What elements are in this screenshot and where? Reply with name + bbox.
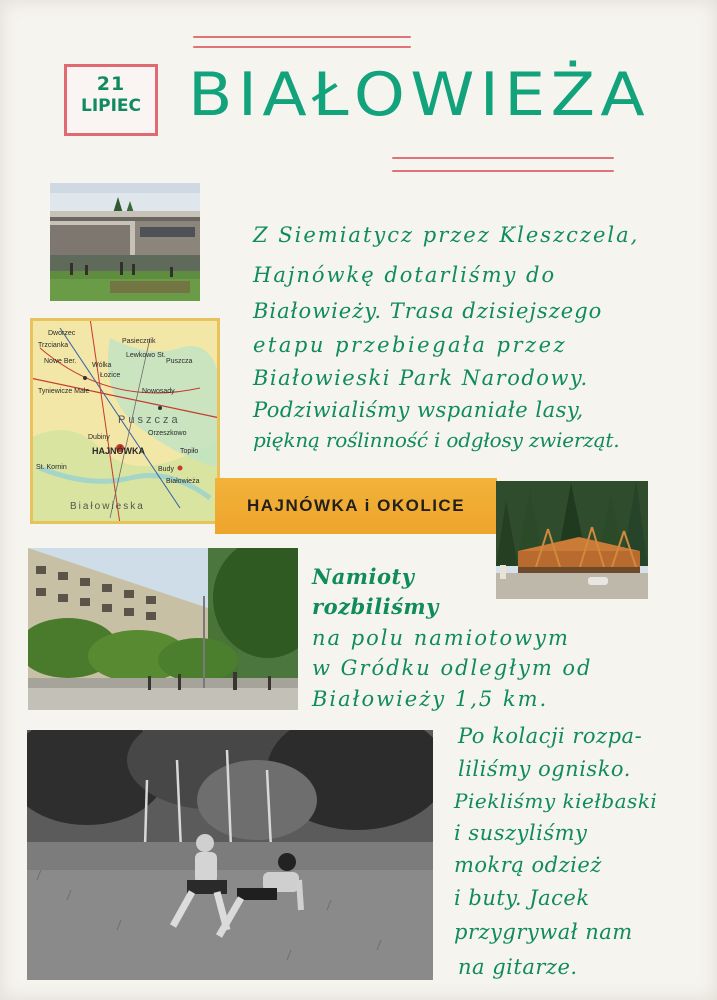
bottom-rule-1 [392, 157, 614, 159]
map-label: Tyniewicze Małe [38, 388, 90, 395]
map-label: Łozice [100, 372, 121, 379]
journal-line: Białowieży. Trasa dzisiejszego [253, 299, 603, 323]
top-rule-1 [193, 36, 411, 38]
banner-text: HAJNÓWKA i OKOLICE [246, 496, 466, 515]
map-label: Orzeszkowo [148, 430, 187, 437]
journal-line: etapu przebiegała przez [253, 333, 568, 357]
map-label: Wólka [92, 362, 112, 369]
journal-line: na polu namiotowym [312, 626, 570, 650]
journal-line: liliśmy ognisko. [458, 757, 631, 781]
street-photo [28, 548, 298, 710]
journal-line: rozbiliśmy [312, 594, 439, 619]
journal-line: Po kolacji rozpa- [458, 724, 643, 748]
date-day: 21 [96, 73, 126, 95]
map-label: St. Kornin [36, 464, 67, 471]
building-photo [50, 183, 200, 301]
date-month: LIPIEC [80, 96, 142, 116]
journal-line: Hajnówkę dotarliśmy do [253, 263, 557, 287]
page-title: BIAŁOWIEŻA [188, 60, 651, 130]
map-label: Puszcza [166, 358, 193, 365]
map-label: Dubiny [88, 434, 110, 441]
journal-line: Namioty [312, 564, 415, 589]
map-label: Puszcza [118, 414, 181, 426]
journal-line: mokrą odzież [454, 853, 602, 877]
bottom-rule-2 [392, 170, 614, 172]
map-label: Nowe Ber. [44, 358, 77, 365]
journal-line: Piekliśmy kiełbaski [454, 789, 658, 813]
journal-line: Podziwialiśmy wspaniałe lasy, [253, 398, 584, 422]
map-label: Białowieska [70, 501, 145, 512]
region-map [30, 318, 220, 524]
forest-camp-photo [496, 481, 648, 599]
map-label: Topiło [180, 448, 199, 455]
journal-line: i suszyliśmy [454, 821, 588, 845]
top-rule-2 [193, 46, 411, 48]
journal-line: i buty. Jacek [454, 886, 590, 910]
map-label: Lewkowo St. [126, 352, 166, 359]
journal-line: przygrywał nam [454, 920, 633, 944]
journal-line: piękną roślinność i odgłosy zwierząt. [253, 428, 620, 452]
journal-line: Białowieży 1,5 km. [312, 687, 549, 711]
map-label: HAJNÓWKA [92, 446, 145, 456]
map-label: Białowieża [166, 478, 200, 485]
map-label: Trzcianka [38, 342, 69, 349]
map-label: Pasiecznik [122, 338, 156, 345]
date-box [64, 64, 158, 136]
map-label: Budy [158, 466, 174, 473]
hajnowka-banner [215, 478, 497, 534]
journal-line: Białowieski Park Narodowy. [253, 366, 589, 390]
journal-line: Z Siemiatycz przez Kleszczela, [253, 223, 640, 247]
map-label: Dworzec [48, 330, 76, 337]
journal-line: w Gródku odległym od [312, 656, 593, 680]
journal-line: na gitarze. [458, 955, 578, 979]
map-label: Nowosady [142, 388, 175, 395]
boys-on-grass-photo [27, 730, 433, 980]
